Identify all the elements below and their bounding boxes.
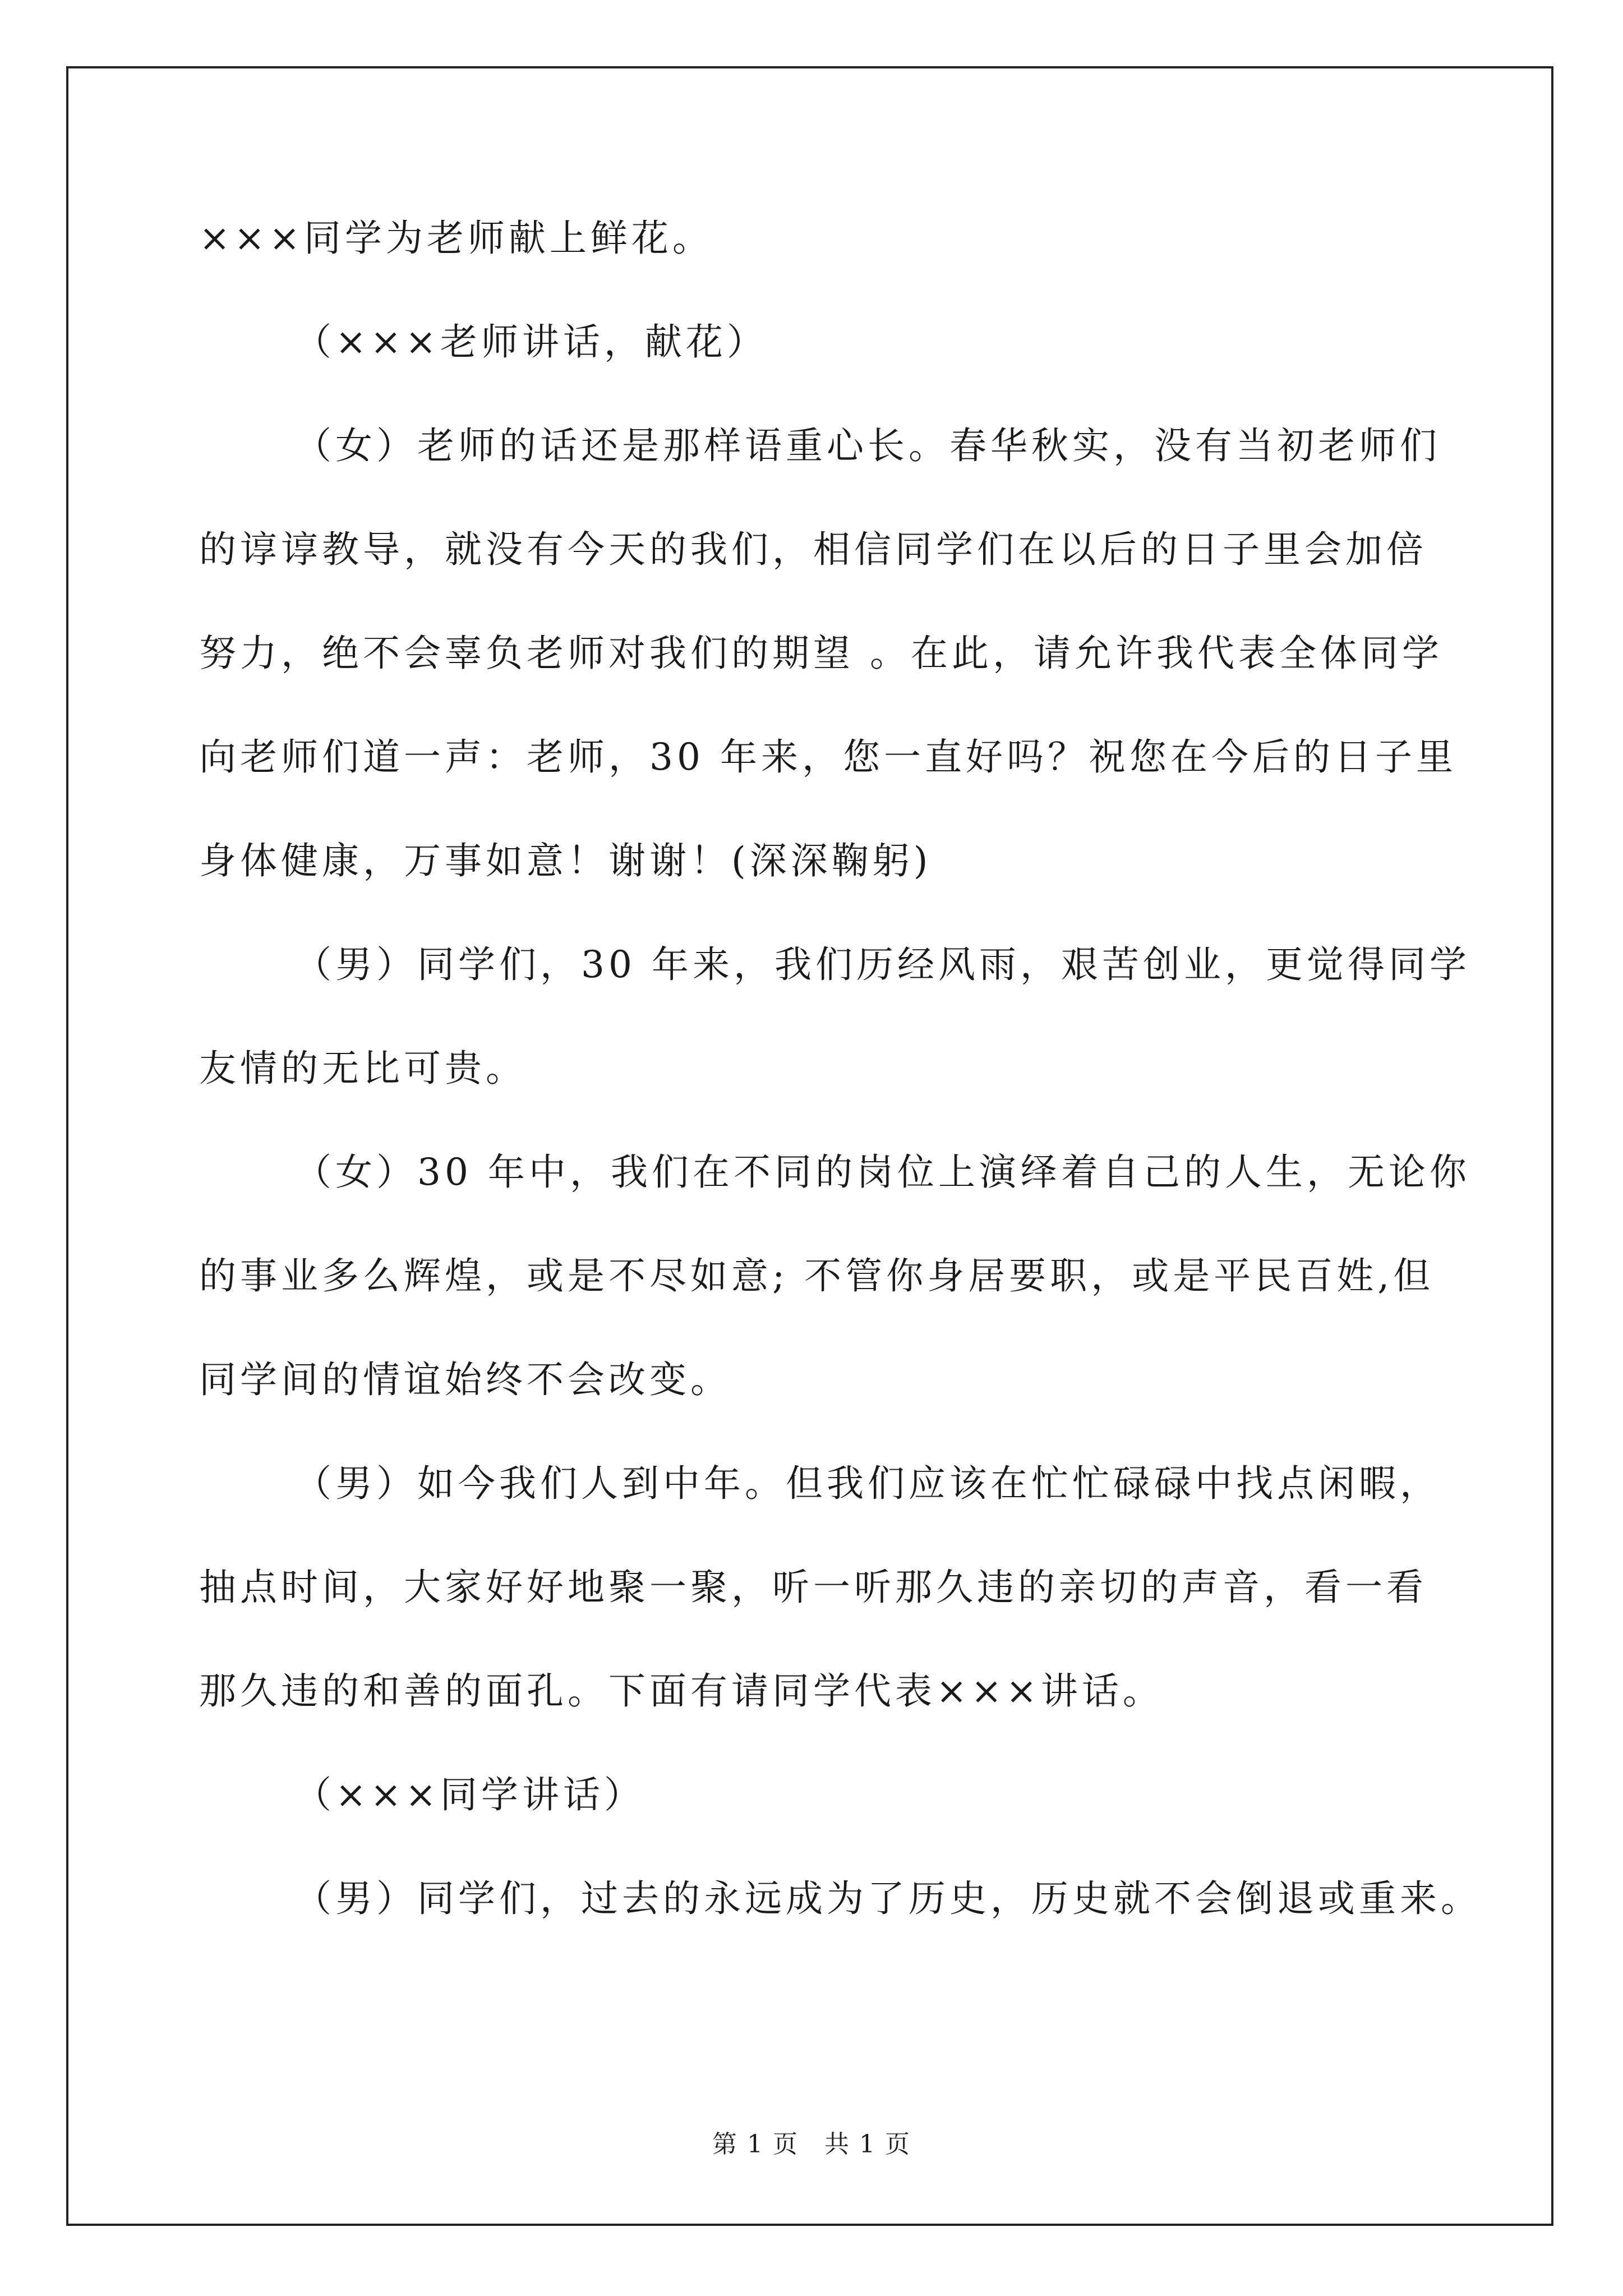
page-footer: 第 1 页 共 1 页 <box>712 2130 911 2159</box>
text-line-6: 向老师们道一声：老师，30 年来，您一直好吗？祝您在今后的日子里 <box>199 735 1457 779</box>
text-line-1: ×××同学为老师献上鲜花。 <box>199 217 713 260</box>
text-line-2: （×××老师讲话，献花） <box>294 320 768 364</box>
text-line-8: （男）同学们，30 年来，我们历经风雨，艰苦创业，更觉得同学 <box>294 943 1470 986</box>
text-line-11: 的事业多么辉煌，或是不尽如意; 不管你身居要职，或是平民百姓,但 <box>199 1254 1435 1297</box>
text-line-14: 抽点时间，大家好好地聚一聚，听一听那久违的亲切的声音，看一看 <box>199 1566 1427 1609</box>
text-line-15: 那久违的和善的面孔。下面有请同学代表×××讲话。 <box>199 1669 1164 1713</box>
text-line-10: （女）30 年中，我们在不同的岗位上演绎着自己的人生，无论你 <box>294 1151 1470 1194</box>
text-line-5: 努力，绝不会辜负老师对我们的期望 。在此，请允许我代表全体同学 <box>199 632 1443 675</box>
text-line-12: 同学间的情谊始终不会改变。 <box>199 1358 731 1401</box>
text-line-13: （男）如今我们人到中年。但我们应该在忙忙碌碌中找点闲暇， <box>294 1462 1441 1505</box>
text-line-17: （男）同学们，过去的永远成为了历史，历史就不会倒退或重来。 <box>294 1877 1482 1920</box>
text-line-3: （女）老师的话还是那样语重心长。春华秋实，没有当初老师们 <box>294 424 1441 467</box>
text-line-16: （×××同学讲话） <box>294 1773 645 1816</box>
text-line-9: 友情的无比可贵。 <box>199 1047 527 1090</box>
text-line-4: 的谆谆教导，就没有今天的我们，相信同学们在以后的日子里会加倍 <box>199 528 1427 571</box>
text-line-7: 身体健康，万事如意！谢谢！(深深鞠躬) <box>199 839 932 882</box>
